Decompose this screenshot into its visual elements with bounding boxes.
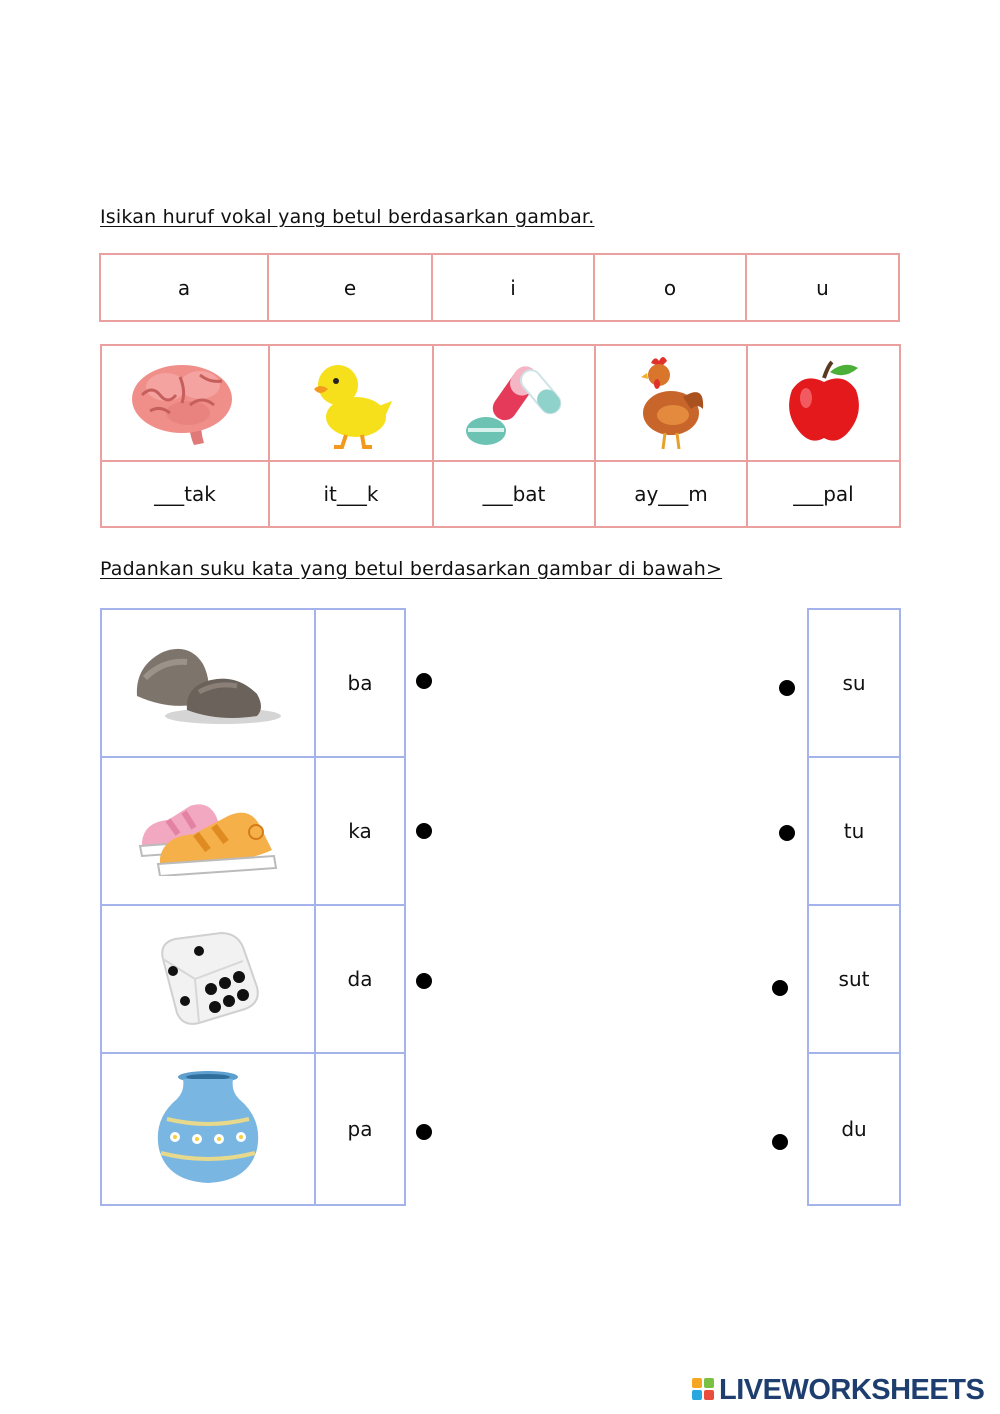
vowel-cell: u xyxy=(746,254,899,321)
liveworksheets-logo-icon xyxy=(692,1378,716,1402)
picture-cell xyxy=(101,1053,315,1205)
pills-icon xyxy=(464,355,564,451)
match-dot-left[interactable] xyxy=(416,673,432,689)
syllable-cell: ba xyxy=(315,609,405,757)
apple-icon xyxy=(784,358,864,448)
picture-cell xyxy=(101,345,269,461)
syllable-cell: du xyxy=(808,1053,900,1205)
shoes-icon xyxy=(138,786,278,876)
pot-icon xyxy=(153,1069,263,1189)
fill-in-word[interactable]: it___k xyxy=(269,461,433,527)
brain-icon xyxy=(130,355,240,451)
fill-in-word[interactable]: ___pal xyxy=(747,461,900,527)
duck-icon xyxy=(306,355,396,451)
match-dot-right[interactable] xyxy=(772,980,788,996)
picture-word-table xyxy=(100,344,901,528)
brand-name: LIVEWORKSHEETS xyxy=(719,1373,985,1406)
syllable-cell: sut xyxy=(808,905,900,1053)
vowel-cell: i xyxy=(432,254,594,321)
fill-in-word[interactable]: ___tak xyxy=(101,461,269,527)
syllable-cell: tu xyxy=(808,757,900,905)
picture-cell xyxy=(747,345,900,461)
syllable-cell: su xyxy=(808,609,900,757)
vowel-cell: a xyxy=(100,254,268,321)
picture-cell xyxy=(101,609,315,757)
match-dot-left[interactable] xyxy=(416,973,432,989)
match-dot-left[interactable] xyxy=(416,823,432,839)
match-dot-right[interactable] xyxy=(779,825,795,841)
section2-instruction: Padankan suku kata yang betul berdasarkan gambar di bawah> xyxy=(100,558,723,580)
liveworksheets-logo xyxy=(692,1374,992,1406)
vowel-cell: o xyxy=(594,254,746,321)
match-dot-right[interactable] xyxy=(779,680,795,696)
dice-icon xyxy=(153,929,263,1029)
picture-cell xyxy=(433,345,595,461)
left-match-table xyxy=(100,608,406,1206)
match-dot-right[interactable] xyxy=(772,1134,788,1150)
fill-in-word[interactable]: ___bat xyxy=(433,461,595,527)
syllable-cell: da xyxy=(315,905,405,1053)
vowel-cell: e xyxy=(268,254,432,321)
vowel-table xyxy=(99,253,900,322)
chicken-icon xyxy=(631,353,711,453)
rocks-icon xyxy=(133,638,283,728)
right-match-table xyxy=(807,608,901,1206)
section1-instruction: Isikan huruf vokal yang betul berdasarkan gambar. xyxy=(100,206,595,228)
picture-cell xyxy=(269,345,433,461)
fill-in-word[interactable]: ay___m xyxy=(595,461,747,527)
picture-cell xyxy=(101,757,315,905)
syllable-cell: ka xyxy=(315,757,405,905)
picture-cell xyxy=(101,905,315,1053)
match-dot-left[interactable] xyxy=(416,1124,432,1140)
syllable-cell: pa xyxy=(315,1053,405,1205)
picture-cell xyxy=(595,345,747,461)
